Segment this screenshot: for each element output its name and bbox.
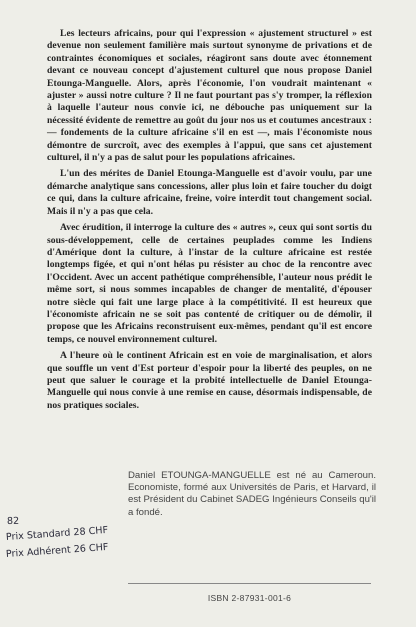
blurb-paragraph-3: Avec érudition, il interroge la culture des « autres », ceux qui sont sortis du sous-développement, celle de certaines peuplades comme les Indiens d'Amérique dont la culture, à l'instar de la culture africaine est restée longtemps figée, et qui n'ont hélas pu résister au choc de la rencontre avec l'Occident. Avec un accent pathétique compréhensible, l'auteur nous prédit le même sort, si nous sommes incapables de changer de mentalité, d'épouser notre siècle qui fait une large place à la compétitivité. Il est heureux que l'économiste africain ne se soit pas contenté de critiquer ou de démolir, il propose que les Africains reconstruisent eux-mêmes, pendant qu'il est encore temps, ce nouvel environnement culturel. [47,222,372,345]
price-sticker [6,512,126,563]
blurb-paragraph-4: A l'heure où le continent Africain est en voie de marginalisation, et alors que souffle un vent d'Est porteur d'espoir pour la liberté des peuples, on ne peut que saluer le courage et la probité intellectuelle de Daniel Etounga-Manguelle qui nous convie à une remise en cause, désormais indispensable, de nos pratiques sociales. [47,350,372,411]
blurb-paragraph-2: L'un des mérites de Daniel Etounga-Manguelle est d'avoir voulu, par une démarche analytique sans concessions, aller plus loin et faire toucher du doigt ce qui, dans la culture africaine, freine, voire interdit tout changement social. Mais il n'y a pas que cela. [47,168,372,217]
price-member: Prix Adhérent 26 CHF [5,541,109,560]
divider [128,583,371,584]
author-bio: Daniel ETOUNGA-MANGUELLE est né au Cameroun. Economiste, formé aux Universités de Paris, et Harvard, il est Président du Cabinet SADEG Ingénieurs Conseils qu'il a fondé. [128,470,376,518]
blurb-paragraph-1: Les lecteurs africains, pour qui l'expression « ajustement structurel » est devenue non seulement familière mais surtout synonyme de privations et de contraintes économiques et sociales, réagiront sans doute avec étonnement devant ce nouveau concept d'ajustement culturel que nous propose Daniel Etounga-Manguelle. Alors, après l'économie, l'on voudrait maintenant « ajuster » aussi notre culture ? Il ne faut pourtant pas s'y tromper, la réflexion à laquelle l'auteur nous convie ici, ne débouche pas uniquement sur la nécessité évidente de remettre au goût du jour nos us et coutumes ancestraux : — fondements de la culture africaine s'il en est —, mais l'économiste nous démontre de surcroît, avec des exemples à l'appui, que sans cet ajustement culturel, il n'y a pas de salut pour les populations africaines. [47,28,372,164]
stock-code: 82 [6,515,20,528]
isbn: ISBN 2-87931-001-6 [207,593,292,603]
blurb-text [47,28,372,416]
price-standard: Prix Standard 28 CHF [5,524,109,543]
